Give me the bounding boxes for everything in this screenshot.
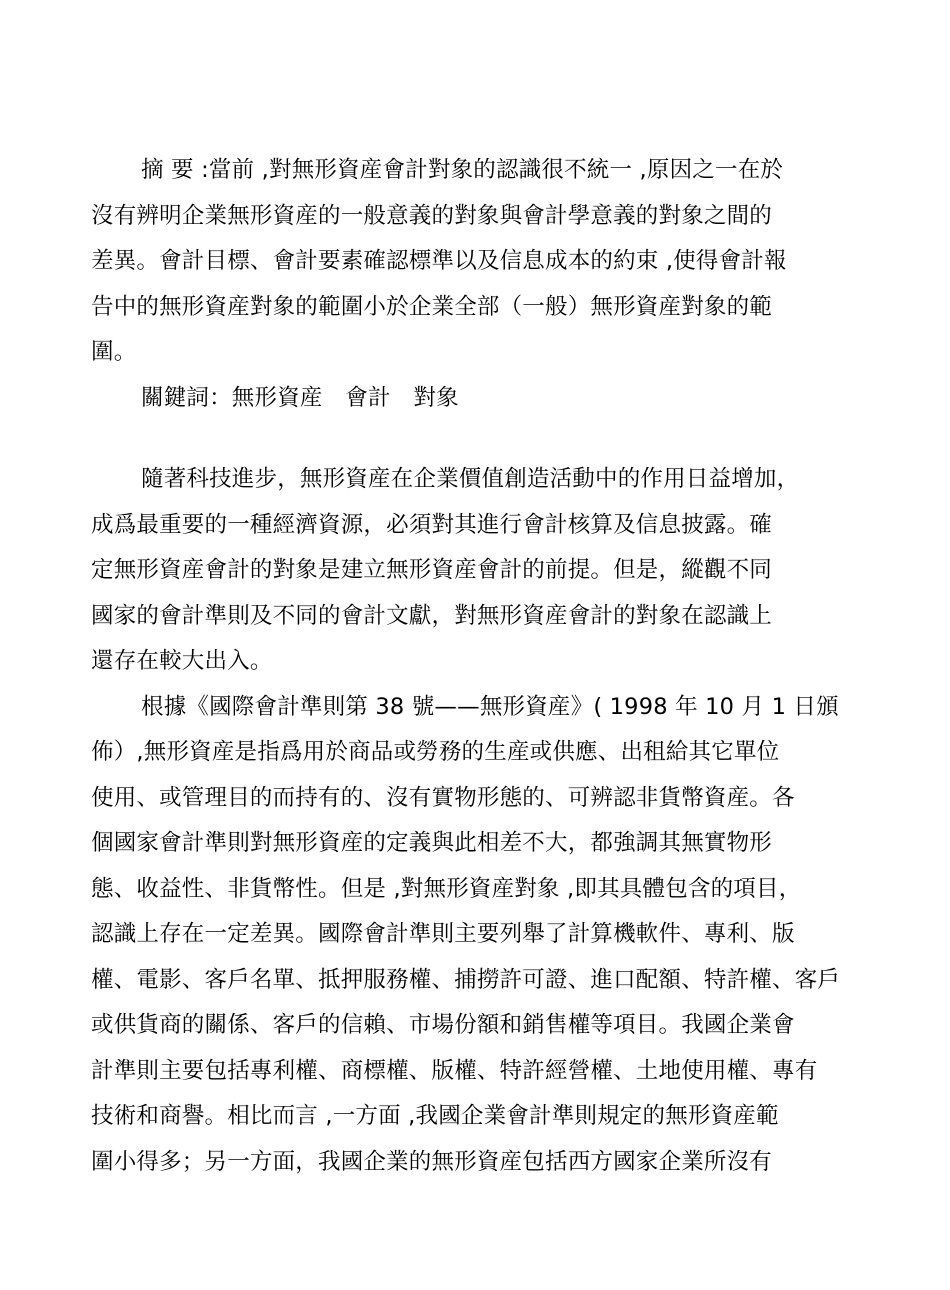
- text-line: 個國家會計準則對無形資産的定義與此相差不大，都強調其無實物形: [91, 830, 773, 856]
- body-paragraph-1: [91, 457, 871, 685]
- section-gap: [91, 421, 871, 457]
- text-line: 計準則主要包括專利權、商標權、版權、特許經營權、土地使用權、專有: [91, 1057, 818, 1084]
- text-line: 沒有辨明企業無形資産的一般意義的對象與會計學意義的對象之間的: [91, 202, 773, 229]
- abstract-paragraph: [91, 148, 871, 376]
- text-line: 國家的會計準則及不同的會計文獻，對無形資産會計的對象在認識上: [91, 602, 773, 629]
- document-page: [91, 148, 871, 1185]
- text-line: 摘 要 :當前 ,對無形資産會計對象的認識很不統一 ,原因之一在於: [141, 157, 784, 183]
- body-paragraph-2: [91, 685, 871, 1186]
- text-line: 權、電影、客戶名單、抵押服務權、捕撈許可證、進口配額、特許權、客戶: [91, 966, 841, 993]
- text-line: 態、收益性、非貨幣性。但是 ,對無形資産對象 ,即其具體包含的項目，: [91, 875, 802, 902]
- text-line: 技術和商譽。相比而言 ,一方面 ,我國企業會計準則規定的無形資産範: [91, 1103, 779, 1129]
- text-line: 根據《國際會計準則第 38 號——無形資産》( 1998 年 10 月 1 日頒: [141, 693, 839, 720]
- text-line: 圍小得多；另一方面，我國企業的無形資産包括西方國家企業所沒有: [91, 1148, 773, 1175]
- text-line: 成爲最重要的一種經濟資源，必須對其進行會計核算及信息披露。確: [91, 511, 773, 538]
- text-line: 還存在較大出入。: [91, 648, 273, 674]
- text-line: 或供貨商的關係、客戶的信賴、市場份額和銷售權等項目。我國企業會: [91, 1012, 795, 1038]
- text-line: 認識上存在一定差異。國際會計準則主要列舉了計算機軟件、專利、版: [91, 921, 795, 947]
- text-line: 使用、或管理目的而持有的、沒有實物形態的、可辨認非貨幣資産。各: [91, 784, 795, 811]
- text-line: 隨著科技進步，無形資産在企業價值創造活動中的作用日益增加，: [141, 466, 800, 492]
- text-line: 定無形資産會計的對象是建立無形資産會計的前提。但是，縱觀不同: [91, 557, 773, 583]
- text-line: 圍。: [91, 339, 137, 365]
- text-line: 告中的無形資産對象的範圍小於企業全部（一般）無形資産對象的範: [91, 293, 773, 320]
- keywords-line: 關鍵詞：無形資産 會計 對象: [141, 384, 459, 411]
- text-line: 差異。會計目標、會計要素確認標準以及信息成本的約束 ,使得會計報: [91, 248, 787, 274]
- text-line: 佈）,無形資産是指爲用於商品或勞務的生産或供應、出租給其它單位: [91, 739, 780, 765]
